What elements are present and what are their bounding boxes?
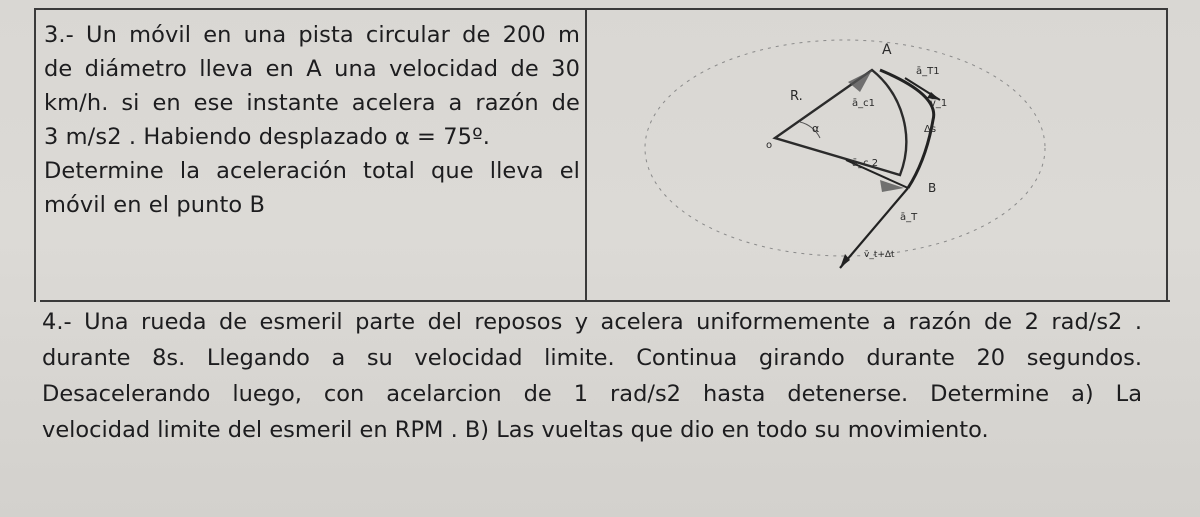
table-left-border bbox=[34, 8, 36, 302]
label-delta-s: Δs bbox=[924, 124, 937, 135]
label-ac1: ā_c1 bbox=[852, 98, 875, 109]
label-o: o bbox=[766, 140, 773, 151]
label-a: A bbox=[882, 42, 892, 58]
vector-head bbox=[848, 70, 872, 92]
question-3-line: 3 m/s2 . Habiendo desplazado α = 75º. bbox=[44, 124, 491, 150]
question-3-line: 3.- Un móvil en una pista circular de 200 m bbox=[44, 22, 580, 48]
label-at1: ā_T1 bbox=[916, 66, 940, 77]
question-4-line: velocidad limite del esmeril en RPM . B) Las vueltas que dio en todo su movimiento. bbox=[42, 417, 989, 443]
label-at: ā_T bbox=[900, 212, 918, 223]
question-3-line: Determine la aceleración total que lleva el bbox=[44, 158, 580, 184]
label-ac2: ā_c 2 bbox=[852, 158, 879, 169]
table-column-divider bbox=[585, 8, 587, 302]
question-4-line: durante 8s. Llegando a su velocidad limite. Continua girando durante 20 segundos. bbox=[42, 345, 1142, 371]
question-3-line: de diámetro lleva en A una velocidad de 30 bbox=[44, 56, 580, 82]
label-v1: v̄_1 bbox=[930, 98, 948, 109]
circular-motion-diagram bbox=[590, 10, 1164, 298]
label-alpha: α bbox=[812, 122, 820, 135]
table-bottom-border bbox=[40, 300, 1170, 302]
question-4-line: 4.- Una rueda de esmeril parte del reposos y acelera uniformemente a razón de 2 rad/s2 . bbox=[42, 309, 1142, 335]
track-circle bbox=[645, 40, 1045, 256]
question-3-text bbox=[44, 18, 580, 222]
question-3-line: móvil en el punto B bbox=[44, 192, 266, 218]
label-b: B bbox=[928, 181, 937, 195]
question-3-line: km/h. si en ese instante acelera a razón de bbox=[44, 90, 580, 116]
label-vtdt: v̄_t+Δt bbox=[864, 250, 895, 260]
label-r: R. bbox=[790, 89, 803, 104]
question-4-line: Desacelerando luego, con acelarcion de 1 rad/s2 hasta detenerse. Determine a) La bbox=[42, 381, 1142, 407]
sector bbox=[775, 70, 906, 175]
question-4-text bbox=[42, 304, 1142, 448]
table-right-border bbox=[1166, 8, 1168, 302]
